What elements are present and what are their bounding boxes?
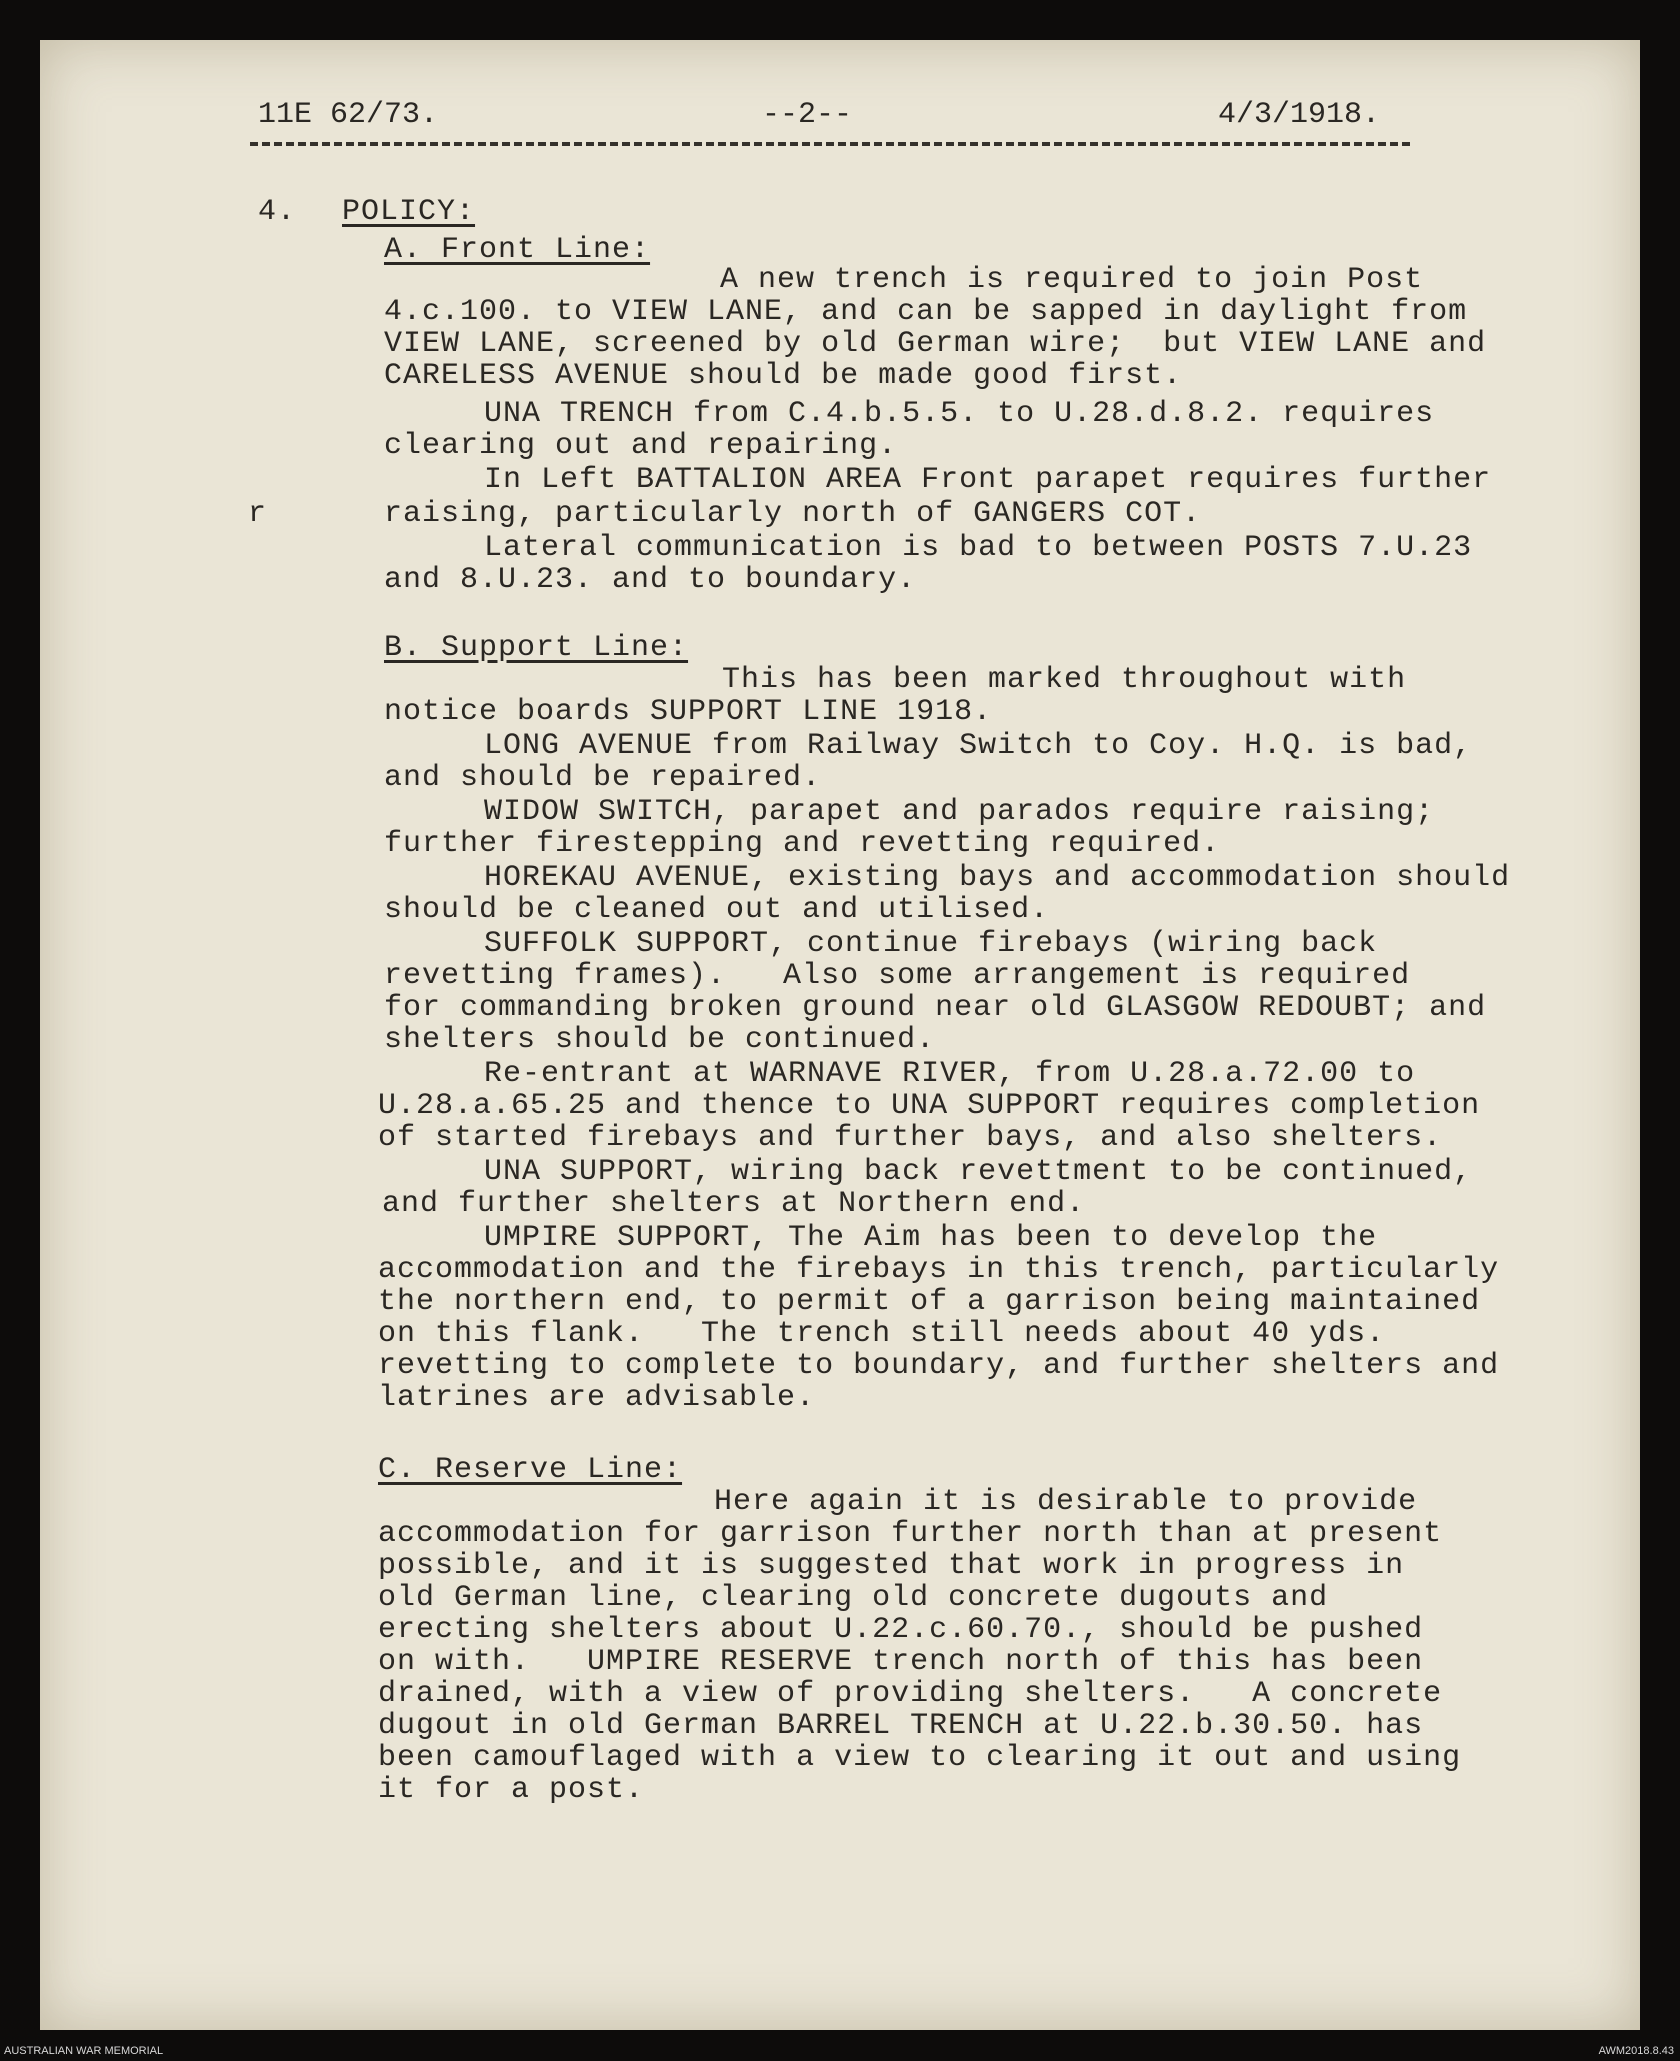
paragraph-line: the northern end, to permit of a garrison being maintained — [378, 1285, 1481, 1319]
paragraph-line: accommodation for garrison further north than at present — [378, 1517, 1443, 1551]
paragraph-line: This has been marked throughout with — [722, 663, 1407, 697]
paragraph-line: U.28.a.65.25 and thence to UNA SUPPORT requires completion — [378, 1089, 1481, 1123]
paragraph-line: notice boards SUPPORT LINE 1918. — [384, 695, 993, 729]
paragraph-line: Re-entrant at WARNAVE RIVER, from U.28.a.72.00 to — [484, 1057, 1416, 1091]
paragraph-line: latrines are advisable. — [378, 1381, 816, 1415]
paragraph-line: LONG AVENUE from Railway Switch to Coy. H.Q. is bad, — [484, 729, 1473, 763]
paragraph-line: SUFFOLK SUPPORT, continue firebays (wiring back — [484, 927, 1378, 961]
header-divider — [250, 142, 1410, 146]
paragraph-line: revetting to complete to boundary, and further shelters and — [378, 1349, 1500, 1383]
paragraph-line: clearing out and repairing. — [384, 429, 898, 463]
paragraph-line: old German line, clearing old concrete dugouts and — [378, 1581, 1329, 1615]
paragraph-line: HOREKAU AVENUE, existing bays and accommodation should — [484, 861, 1511, 895]
paragraph-line: raising, particularly north of GANGERS COT. — [384, 497, 1202, 531]
paragraph-line: accommodation and the firebays in this trench, particularly — [378, 1253, 1500, 1287]
paragraph-line: for commanding broken ground near old GLASGOW REDOUBT; and — [384, 991, 1487, 1025]
paragraph-line: UMPIRE SUPPORT, The Aim has been to develop the — [484, 1221, 1378, 1255]
paragraph-line: should be cleaned out and utilised. — [384, 893, 1050, 927]
margin-mark: r — [248, 497, 268, 531]
archive-footer — [0, 2042, 1680, 2061]
page-number: --2-- — [762, 98, 853, 132]
paragraph-line: and 8.U.23. and to boundary. — [384, 563, 917, 597]
paragraph-line: WIDOW SWITCH, parapet and parados require raising; — [484, 795, 1435, 829]
paragraph-line: dugout in old German BARREL TRENCH at U.22.b.30.50. has — [378, 1709, 1424, 1743]
front-line-heading: A. Front Line: — [384, 233, 651, 267]
paragraph-line: CARELESS AVENUE should be made good first. — [384, 359, 1183, 393]
section-number: 4. — [258, 195, 297, 229]
footer-institution: AUSTRALIAN WAR MEMORIAL — [4, 2045, 164, 2057]
paragraph-line: Here again it is desirable to provide — [714, 1485, 1418, 1519]
paragraph-line: UNA TRENCH from C.4.b.5.5. to U.28.d.8.2. requires — [484, 397, 1435, 431]
paragraph-line: VIEW LANE, screened by old German wire; but VIEW LANE and — [384, 327, 1487, 361]
document-date: 4/3/1918. — [1218, 98, 1381, 132]
paragraph-line: and further shelters at Northern end. — [382, 1187, 1086, 1221]
section-title: POLICY: — [342, 195, 476, 229]
paragraph-line: of started firebays and further bays, and also shelters. — [378, 1121, 1443, 1155]
paragraph-line: on this flank. The trench still needs about 40 yds. — [378, 1317, 1386, 1351]
paragraph-line: In Left BATTALION AREA Front parapet requires further — [484, 463, 1492, 497]
support-line-heading: B. Support Line: — [384, 631, 689, 665]
paragraph-line: drained, with a view of providing shelters. A concrete — [378, 1677, 1443, 1711]
paragraph-line: it for a post. — [378, 1773, 645, 1807]
paragraph-line: been camouflaged with a view to clearing it out and using — [378, 1741, 1462, 1775]
paragraph-line: possible, and it is suggested that work in progress in — [378, 1549, 1405, 1583]
paragraph-line: A new trench is required to join Post — [720, 263, 1424, 297]
paragraph-line: and should be repaired. — [384, 761, 822, 795]
reserve-line-heading: C. Reserve Line: — [378, 1453, 683, 1487]
footer-accession-number: AWM2018.8.43 — [1598, 2045, 1674, 2057]
paragraph-line: revetting frames). Also some arrangement is required — [384, 959, 1411, 993]
reference-number: 11E 62/73. — [258, 98, 439, 132]
paragraph-line: 4.c.100. to VIEW LANE, and can be sapped in daylight from — [384, 295, 1468, 329]
paragraph-line: erecting shelters about U.22.c.60.70., should be pushed — [378, 1613, 1424, 1647]
paragraph-line: on with. UMPIRE RESERVE trench north of this has been — [378, 1645, 1424, 1679]
paragraph-line: Lateral communication is bad to between POSTS 7.U.23 — [484, 531, 1473, 565]
paragraph-line: further firestepping and revetting required. — [384, 827, 1221, 861]
paragraph-line: shelters should be continued. — [384, 1023, 936, 1057]
paragraph-line: UNA SUPPORT, wiring back revettment to be continued, — [484, 1155, 1473, 1189]
